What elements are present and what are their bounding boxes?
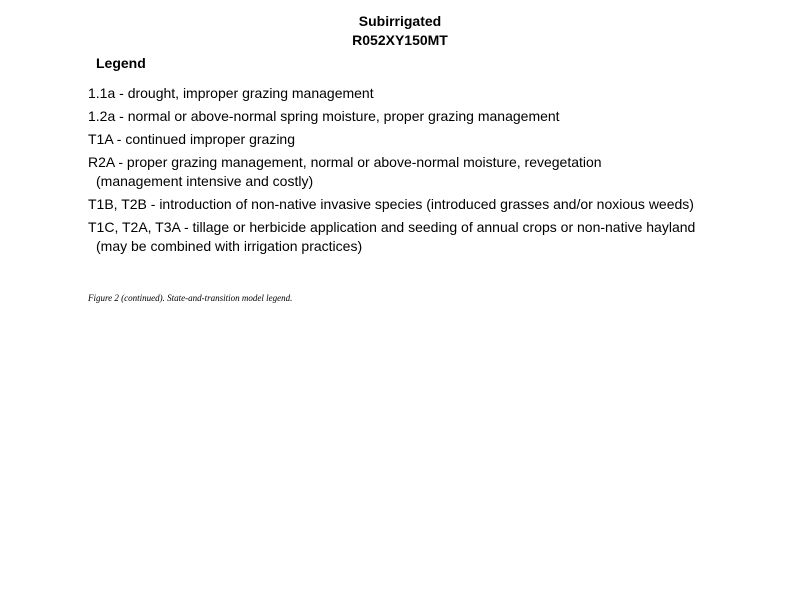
site-id: R052XY150MT xyxy=(352,32,448,48)
legend-entry-text: T1C, T2A, T3A - tillage or herbicide application and seeding of annual crops or non-native hayland xyxy=(88,219,696,235)
page-title: Subirrigated xyxy=(358,13,442,29)
legend-heading: Legend xyxy=(96,55,146,71)
legend-list xyxy=(88,84,788,260)
legend-entry-text: R2A - proper grazing management, normal or above-normal moisture, revegetation xyxy=(88,154,602,170)
legend-entry-t1a xyxy=(88,130,788,149)
legend-entry-t1b-t2b xyxy=(88,195,788,214)
legend-entry-text: 1.2a - normal or above-normal spring moisture, proper grazing management xyxy=(88,108,560,124)
legend-entry-text: T1B, T2B - introduction of non-native invasive species (introduced grasses and/or noxious weeds) xyxy=(88,196,694,212)
legend-entry-continuation: (may be combined with irrigation practices) xyxy=(96,238,363,254)
title-block xyxy=(0,12,800,50)
legend-entry-1-2a xyxy=(88,107,788,126)
figure-caption: Figure 2 (continued). State-and-transition model legend. xyxy=(88,293,293,303)
legend-entry-1-1a xyxy=(88,84,788,103)
legend-entry-t1c-t2a-t3a xyxy=(88,218,788,256)
legend-entry-r2a xyxy=(88,153,788,191)
legend-entry-text: 1.1a - drought, improper grazing management xyxy=(88,85,374,101)
legend-entry-text: T1A - continued improper grazing xyxy=(88,131,295,147)
legend-entry-continuation: (management intensive and costly) xyxy=(96,173,314,189)
